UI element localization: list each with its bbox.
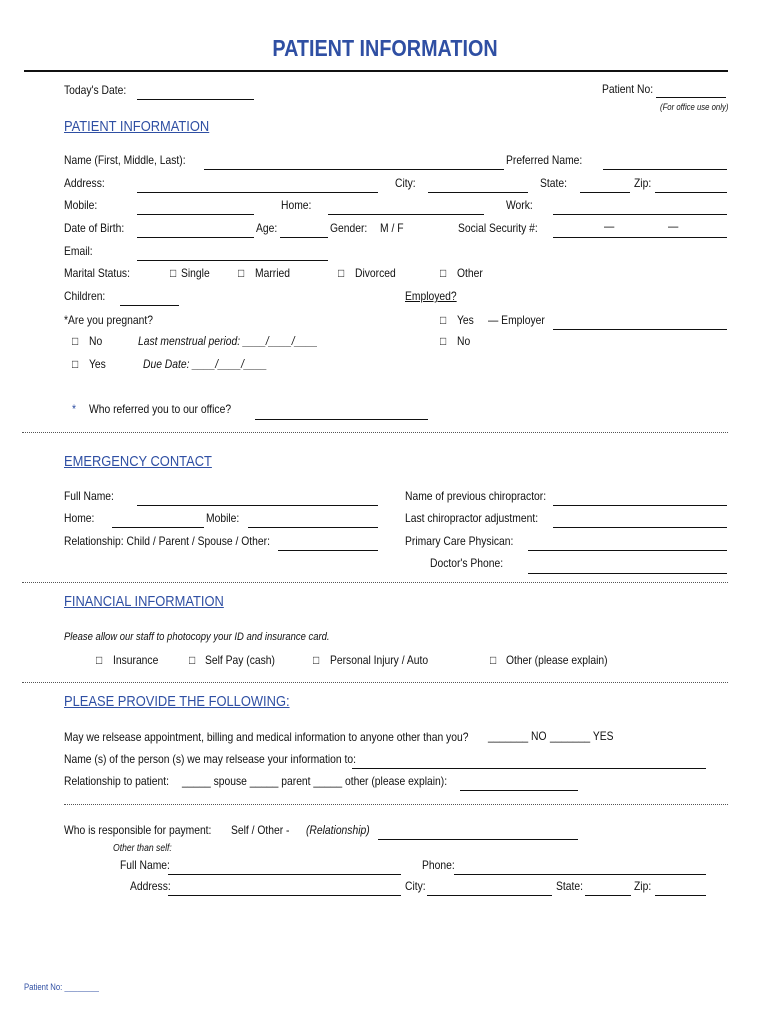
release-no-option[interactable]: _______ NO [488, 729, 547, 743]
name-field[interactable] [204, 169, 504, 170]
responsible-zip-field[interactable] [655, 895, 706, 896]
injury-checkbox[interactable]: □ [313, 653, 320, 667]
work-field[interactable] [553, 214, 727, 215]
emergency-mobile-label: Mobile: [206, 511, 240, 525]
ssn-field[interactable] [553, 237, 727, 238]
address-label: Address: [64, 176, 105, 190]
pcp-label: Primary Care Physican: [405, 534, 514, 548]
employer-field[interactable] [553, 329, 727, 330]
children-label: Children: [64, 289, 106, 303]
zip-label: Zip: [634, 176, 652, 190]
due-date-field[interactable]: Due Date: ____/____/____ [143, 357, 267, 371]
section-divider-1 [22, 432, 728, 433]
work-label: Work: [506, 198, 533, 212]
referred-field[interactable] [255, 419, 428, 420]
footer-patient-no: Patient No: ________ [24, 982, 99, 992]
gender-options[interactable]: M / F [380, 221, 404, 235]
name-label: Name (First, Middle, Last): [64, 153, 186, 167]
employed-yes-checkbox[interactable]: □ [440, 313, 447, 327]
responsible-options[interactable]: Self / Other - [231, 823, 290, 837]
release-yes-option[interactable]: _______ YES [550, 729, 614, 743]
state-field[interactable] [580, 192, 630, 193]
dob-label: Date of Birth: [64, 221, 125, 235]
prev-chiro-field[interactable] [553, 505, 727, 506]
emergency-home-field[interactable] [112, 527, 204, 528]
doc-phone-field[interactable] [528, 573, 727, 574]
release-names-label: Name (s) of the person (s) we may relsease your information to: [64, 752, 356, 766]
gender-label: Gender: [330, 221, 368, 235]
mobile-field[interactable] [137, 214, 254, 215]
office-use-note: (For office use only) [660, 102, 729, 112]
emergency-relationship-field[interactable] [278, 550, 378, 551]
ssn-label: Social Security #: [458, 221, 538, 235]
divorced-label: Divorced [355, 266, 396, 280]
responsible-name-field[interactable] [168, 874, 401, 875]
responsible-address-label: Address: [130, 879, 171, 893]
pcp-field[interactable] [528, 550, 727, 551]
relationship-explain-field[interactable] [460, 790, 578, 791]
marital-label: Marital Status: [64, 266, 130, 280]
employed-no-checkbox[interactable]: □ [440, 334, 447, 348]
other-label: Other [457, 266, 483, 280]
todays-date-label: Today's Date: [64, 83, 127, 97]
pregnant-label: *Are you pregnant? [64, 313, 153, 327]
responsible-address-field[interactable] [168, 895, 401, 896]
pregnant-no-checkbox[interactable]: □ [72, 334, 79, 348]
self-pay-label: Self Pay (cash) [205, 653, 275, 667]
other-than-self-label: Other than self: [113, 843, 172, 854]
responsible-phone-field[interactable] [454, 874, 706, 875]
financial-other-label: Other (please explain) [506, 653, 608, 667]
emergency-mobile-field[interactable] [248, 527, 378, 528]
responsible-phone-label: Phone: [422, 858, 455, 872]
section-divider-3 [22, 682, 728, 683]
referred-asterisk: * [72, 402, 77, 416]
patient-no-field[interactable] [656, 97, 726, 98]
financial-heading: FINANCIAL INFORMATION [64, 593, 224, 610]
page-title: PATIENT INFORMATION [272, 35, 498, 61]
emergency-name-label: Full Name: [64, 489, 114, 503]
pregnant-yes-label: Yes [89, 357, 106, 371]
relationship-label: Relationship to patient: [64, 774, 170, 788]
address-field[interactable] [137, 192, 378, 193]
single-checkbox[interactable]: □ [170, 266, 177, 280]
preferred-name-field[interactable] [603, 169, 727, 170]
city-label: City: [395, 176, 416, 190]
release-question: May we relsease appointment, billing and medical information to anyone other than you? [64, 730, 469, 744]
home-field[interactable] [328, 214, 484, 215]
emergency-relationship-label: Relationship: Child / Parent / Spouse / Other: [64, 534, 270, 548]
ssn-dash-2: — [668, 219, 679, 233]
zip-field[interactable] [655, 192, 727, 193]
ssn-dash-1: — [604, 219, 615, 233]
responsible-name-label: Full Name: [120, 858, 170, 872]
last-adj-field[interactable] [553, 527, 727, 528]
pregnant-yes-checkbox[interactable]: □ [72, 357, 79, 371]
patient-no-label: Patient No: [602, 82, 654, 96]
pregnant-no-label: No [89, 334, 103, 348]
responsible-relationship-field[interactable] [378, 839, 578, 840]
self-pay-checkbox[interactable]: □ [189, 653, 196, 667]
last-adj-label: Last chiropractor adjustment: [405, 511, 539, 525]
mobile-label: Mobile: [64, 198, 98, 212]
patient-info-heading: PATIENT INFORMATION [64, 118, 210, 135]
state-label: State: [540, 176, 567, 190]
age-label: Age: [256, 221, 278, 235]
children-field[interactable] [120, 305, 179, 306]
preferred-name-label: Preferred Name: [506, 153, 583, 167]
responsible-relationship-label: (Relationship) [306, 823, 370, 837]
responsible-state-field[interactable] [585, 895, 631, 896]
emergency-home-label: Home: [64, 511, 95, 525]
insurance-label: Insurance [113, 653, 159, 667]
section-divider-4 [64, 804, 728, 805]
responsible-label: Who is responsible for payment: [64, 823, 212, 837]
section-divider-2 [22, 582, 728, 583]
home-label: Home: [281, 198, 312, 212]
title-rule [24, 70, 728, 72]
single-label: Single [181, 266, 210, 280]
email-label: Email: [64, 244, 93, 258]
responsible-city-label: City: [405, 879, 426, 893]
prev-chiro-label: Name of previous chiropractor: [405, 489, 547, 503]
emergency-name-field[interactable] [137, 505, 378, 506]
responsible-state-label: State: [556, 879, 583, 893]
responsible-city-field[interactable] [427, 895, 552, 896]
employer-label: — Employer [488, 313, 545, 327]
employed-yes-label: Yes [457, 313, 474, 327]
age-field[interactable] [280, 237, 328, 238]
financial-note: Please allow our staff to photocopy your ID and insurance card. [64, 631, 330, 643]
emergency-heading: EMERGENCY CONTACT [64, 453, 212, 470]
employed-label: Employed? [405, 289, 457, 303]
todays-date-field[interactable] [137, 99, 254, 100]
injury-label: Personal Injury / Auto [330, 653, 429, 667]
married-label: Married [255, 266, 290, 280]
employed-no-label: No [457, 334, 471, 348]
divorced-checkbox[interactable]: □ [338, 266, 345, 280]
release-names-field[interactable] [352, 768, 706, 769]
email-field[interactable] [137, 260, 328, 261]
city-field[interactable] [428, 192, 528, 193]
referred-label: Who referred you to our office? [89, 402, 232, 416]
doc-phone-label: Doctor's Phone: [430, 556, 504, 570]
lmp-field[interactable]: Last menstrual period: ____/____/____ [138, 334, 318, 348]
responsible-zip-label: Zip: [634, 879, 652, 893]
married-checkbox[interactable]: □ [238, 266, 245, 280]
insurance-checkbox[interactable]: □ [96, 653, 103, 667]
dob-field[interactable] [137, 237, 254, 238]
other-checkbox[interactable]: □ [440, 266, 447, 280]
provide-heading: PLEASE PROVIDE THE FOLLOWING: [64, 693, 290, 710]
financial-other-checkbox[interactable]: □ [490, 653, 497, 667]
relationship-options[interactable]: _____ spouse _____ parent _____ other (please explain): [182, 774, 448, 788]
